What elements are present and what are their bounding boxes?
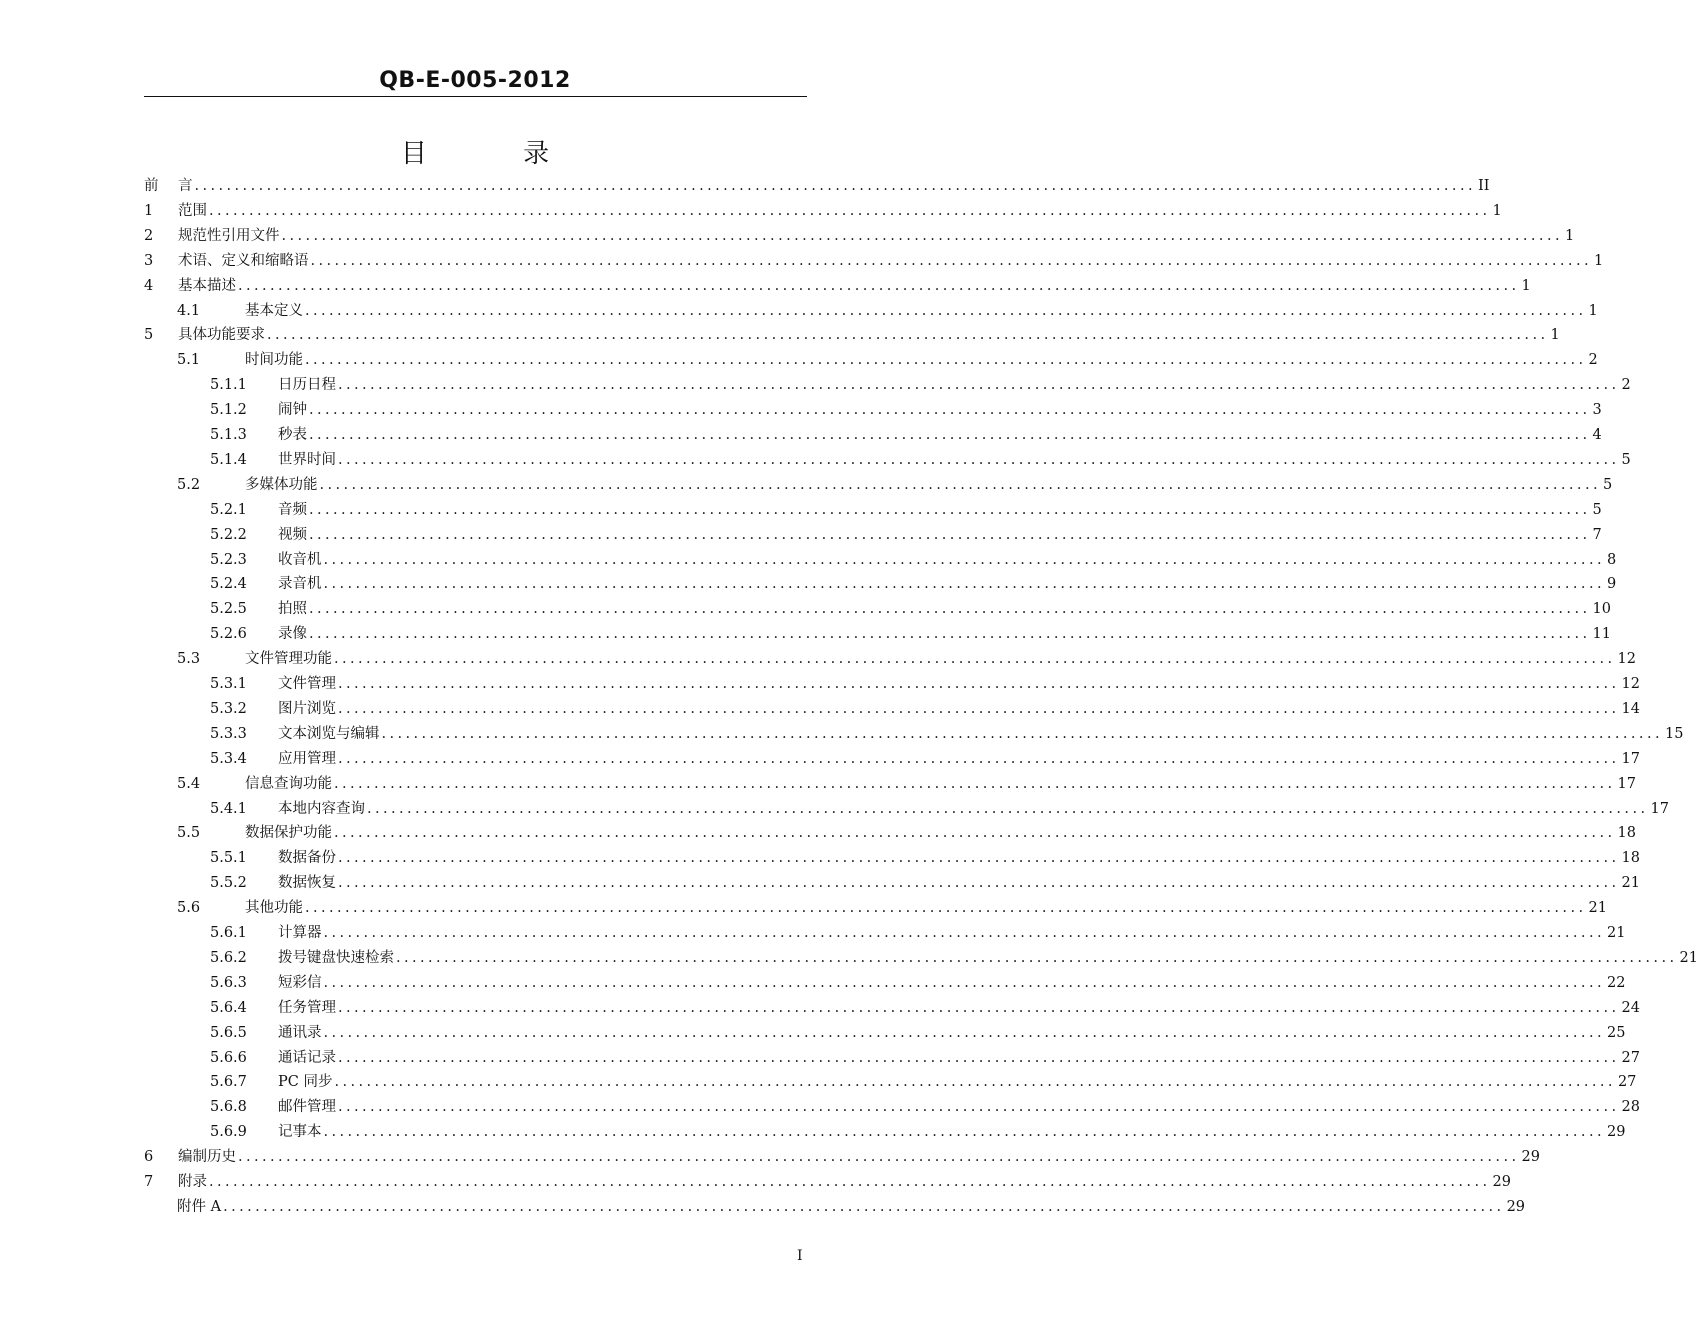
toc-entry[interactable]: [210, 921, 1626, 945]
toc-entry-number: 5.6: [177, 900, 201, 917]
toc-entry-number: 3: [144, 252, 154, 269]
toc-entry-title: 日历日程: [278, 377, 336, 394]
toc-entry-page: 8: [1606, 551, 1617, 568]
toc-dot-leader: ................................................................................................................................................................: [381, 725, 1663, 742]
toc-entry-number: 5.6.2: [210, 949, 247, 966]
toc-entry-page: 27: [1621, 1049, 1640, 1066]
toc-entry[interactable]: [144, 323, 1560, 347]
toc-entry-number: 5.3.2: [210, 700, 247, 717]
toc-entry-number: 5.4: [177, 775, 201, 792]
toc-entry-number: 5.2.1: [210, 501, 247, 518]
toc-dot-leader: ................................................................................................................................................................: [305, 352, 1587, 369]
toc-entry-title: 附件 A: [177, 1198, 222, 1215]
toc-entry-title: 范围: [178, 202, 207, 219]
toc-dot-leader: ................................................................................................................................................................: [338, 1049, 1620, 1066]
toc-entry-title: 音频: [278, 501, 307, 518]
toc-entry-page: 29: [1506, 1198, 1526, 1215]
toc-entry-number: 2: [144, 227, 154, 244]
toc-dot-leader: ................................................................................................................................................................: [310, 252, 1592, 269]
toc-entry-page: 12: [1621, 676, 1640, 692]
toc-entry[interactable]: [177, 896, 1607, 920]
toc-entry-title: 闹钟: [278, 402, 307, 419]
toc-entry-page: 17: [1650, 800, 1669, 817]
toc-entry[interactable]: [144, 1170, 1511, 1194]
page-number: I: [797, 1248, 803, 1264]
toc-entry[interactable]: [210, 423, 1602, 447]
toc-entry-title: 文件管理: [278, 676, 336, 692]
toc-entry-title: 数据备份: [278, 850, 336, 867]
toc-entry-title: 其他功能: [245, 900, 303, 917]
toc-entry[interactable]: [210, 548, 1617, 572]
toc-entry-number: 6: [144, 1149, 154, 1166]
toc-dot-leader: ................................................................................................................................................................: [323, 576, 1605, 593]
toc-entry[interactable]: [210, 971, 1626, 995]
toc-entry[interactable]: [210, 946, 1698, 970]
toc-dot-leader: ................................................................................................................................................................: [338, 676, 1620, 692]
toc-entry-page: 2: [1621, 377, 1631, 394]
toc-entry[interactable]: [210, 797, 1669, 821]
toc-dot-leader: ................................................................................................................................................................: [305, 900, 1587, 917]
toc-entry[interactable]: [177, 1195, 1526, 1219]
toc-entry-number: 5: [144, 327, 154, 344]
toc-entry-title: 应用管理: [278, 750, 336, 767]
toc-entry[interactable]: [177, 772, 1636, 796]
toc-entry[interactable]: [177, 821, 1636, 845]
toc-entry-title: 世界时间: [278, 451, 336, 468]
toc-entry-number: 5.1.2: [210, 402, 247, 419]
toc-entry-page: 4: [1592, 427, 1602, 443]
toc-entry-title: 视频: [278, 526, 307, 543]
toc-entry-title: 拨号键盘快速检索: [278, 949, 394, 966]
toc-entry-page: 1: [1550, 327, 1560, 344]
toc-entry-title: 具体功能要求: [178, 327, 265, 344]
toc-entry[interactable]: [210, 1046, 1640, 1070]
toc-entry-page: 22: [1606, 974, 1626, 991]
toc-entry-page: 9: [1606, 576, 1617, 593]
toc-entry-title: 基本定义: [245, 302, 303, 319]
toc-dot-leader: ................................................................................................................................................................: [323, 974, 1605, 991]
toc-entry-title: 文件管理功能: [245, 651, 332, 668]
toc-entry-page: 18: [1617, 825, 1636, 842]
toc-dot-leader: ................................................................................................................................................................: [396, 949, 1678, 966]
toc-entry-title: 通话记录: [278, 1049, 336, 1066]
toc-entry-page: 27: [1617, 1074, 1637, 1091]
toc-dot-leader: ................................................................................................................................................................: [323, 1024, 1605, 1041]
toc-entry-number: 5.6.1: [210, 925, 247, 941]
toc-entry-page: 18: [1621, 850, 1640, 867]
toc-entry-title: 附录: [178, 1174, 207, 1190]
toc-dot-leader: ................................................................................................................................................................: [334, 1074, 1616, 1091]
toc-entry[interactable]: [210, 448, 1631, 472]
toc-entry-title: 本地内容查询: [278, 800, 365, 817]
toc-entry-number: 5.6.7: [210, 1074, 247, 1091]
toc-entry-page: 11: [1592, 626, 1611, 643]
toc-entry-number: 5.2: [177, 476, 201, 493]
toc-entry[interactable]: [210, 1021, 1626, 1045]
toc-entry-title: 时间功能: [245, 352, 303, 369]
toc-entry[interactable]: [210, 722, 1684, 746]
toc-dot-leader: ................................................................................................................................................................: [238, 277, 1520, 294]
toc-title: 目 录: [400, 139, 594, 169]
toc-entry-page: 28: [1621, 1099, 1640, 1116]
toc-entry-number: 4.1: [177, 302, 201, 319]
toc-entry-title: 文本浏览与编辑: [278, 725, 380, 742]
toc-dot-leader: ................................................................................................................................................................: [323, 1124, 1605, 1141]
toc-entry-page: 24: [1621, 999, 1640, 1016]
toc-entry-title: 短彩信: [278, 974, 322, 991]
toc-entry-page: 5: [1592, 501, 1602, 518]
toc-entry[interactable]: [210, 523, 1602, 547]
toc-dot-leader: ................................................................................................................................................................: [334, 651, 1616, 668]
toc-entry-page: 29: [1492, 1174, 1511, 1190]
toc-entry[interactable]: [144, 1145, 1540, 1169]
toc-entry-page: 21: [1621, 875, 1640, 892]
toc-entry[interactable]: [210, 996, 1640, 1020]
toc-entry-page: 29: [1521, 1149, 1540, 1166]
toc-entry-page: 1: [1521, 277, 1531, 294]
toc-entry-title: 拍照: [278, 601, 307, 618]
toc-entry-title: 术语、定义和缩略语: [178, 252, 309, 269]
toc-dot-leader: ................................................................................................................................................................: [338, 451, 1620, 468]
toc-dot-leader: ................................................................................................................................................................: [338, 999, 1620, 1016]
toc-dot-leader: ................................................................................................................................................................: [334, 775, 1616, 792]
toc-entry-number: 5.2.5: [210, 601, 247, 618]
toc-entry-number: 7: [144, 1174, 154, 1190]
toc-entry-page: 21: [1588, 900, 1607, 917]
toc-entry[interactable]: [210, 622, 1611, 646]
toc-entry-title: 信息查询功能: [245, 775, 332, 792]
toc-dot-leader: ................................................................................................................................................................: [338, 750, 1620, 767]
toc-dot-leader: ................................................................................................................................................................: [338, 377, 1620, 394]
toc-entry[interactable]: [177, 647, 1636, 671]
toc-dot-leader: ................................................................................................................................................................: [338, 875, 1620, 892]
toc-entry[interactable]: [210, 572, 1617, 596]
toc-entry[interactable]: [177, 348, 1598, 372]
toc-entry[interactable]: [210, 1095, 1640, 1119]
toc-entry[interactable]: [210, 871, 1640, 895]
toc-entry[interactable]: [144, 249, 1604, 273]
toc-dot-leader: ................................................................................................................................................................: [309, 526, 1591, 543]
toc-entry-number: 5.2.6: [210, 626, 247, 643]
toc-entry-title: 多媒体功能: [245, 476, 318, 493]
toc-dot-leader: ................................................................................................................................................................: [309, 601, 1591, 618]
toc-entry[interactable]: [210, 398, 1602, 422]
toc-entry-title: 录音机: [278, 576, 322, 593]
toc-entry-title: 图片浏览: [278, 700, 336, 717]
toc-entry-number: 5.5.1: [210, 850, 247, 867]
toc-entry-page: 21: [1606, 925, 1626, 941]
toc-entry-number: 5.1.3: [210, 427, 247, 443]
toc-dot-leader: ................................................................................................................................................................: [309, 626, 1591, 643]
toc-entry-number: 5.3: [177, 651, 201, 668]
toc-entry-page: 2: [1588, 352, 1598, 369]
toc-entry[interactable]: [210, 697, 1640, 721]
toc-entry-page: 1: [1588, 302, 1598, 319]
toc-entry-number: 5.5: [177, 825, 201, 842]
toc-entry-page: 12: [1617, 651, 1636, 668]
toc-entry-number: 5.6.4: [210, 999, 247, 1016]
toc-entry[interactable]: [210, 1120, 1626, 1144]
toc-dot-leader: ................................................................................................................................................................: [338, 1099, 1620, 1116]
toc-entry[interactable]: [144, 199, 1502, 223]
toc-entry-title: 通讯录: [278, 1024, 322, 1041]
toc-dot-leader: ................................................................................................................................................................: [309, 402, 1591, 419]
toc-entry[interactable]: [210, 672, 1640, 696]
toc-entry[interactable]: [177, 473, 1613, 497]
toc-entry-page: 5: [1602, 476, 1613, 493]
toc-dot-leader: ................................................................................................................................................................: [267, 327, 1549, 344]
toc-entry-number: 5.1: [177, 352, 201, 369]
toc-entry-number: 5.5.2: [210, 875, 247, 892]
toc-entry-page: 29: [1606, 1124, 1626, 1141]
toc-entry-page: II: [1477, 178, 1490, 194]
toc-entry-title: 收音机: [278, 551, 322, 568]
toc-entry-page: 15: [1664, 725, 1684, 742]
toc-entry-title: 记事本: [278, 1124, 322, 1141]
toc-dot-leader: ................................................................................................................................................................: [319, 476, 1601, 493]
toc-entry-title: 编制历史: [178, 1149, 236, 1166]
toc-entry[interactable]: [177, 299, 1598, 323]
toc-entry-number: 5.3.1: [210, 676, 247, 692]
toc-dot-leader: ................................................................................................................................................................: [223, 1198, 1505, 1215]
toc-entry-title: PC 同步: [278, 1074, 333, 1091]
toc-entry-title: 数据恢复: [278, 875, 336, 892]
toc-entry-page: 1: [1492, 202, 1502, 219]
toc-entry[interactable]: [210, 846, 1640, 870]
toc-dot-leader: ................................................................................................................................................................: [209, 1174, 1491, 1190]
toc-dot-leader: ................................................................................................................................................................: [323, 551, 1605, 568]
toc-entry-number: 5.4.1: [210, 800, 247, 817]
toc-entry-number: 5.6.6: [210, 1049, 247, 1066]
document-code: QB-E-005-2012: [379, 68, 571, 93]
toc-entry[interactable]: [210, 373, 1631, 397]
toc-entry-page: 7: [1592, 526, 1602, 543]
toc-entry-page: 3: [1592, 402, 1602, 419]
toc-entry[interactable]: [144, 224, 1575, 248]
toc-entry[interactable]: [144, 174, 1490, 198]
toc-entry-number: 5.2.2: [210, 526, 247, 543]
toc-entry[interactable]: [210, 498, 1602, 522]
toc-entry-title: 规范性引用文件: [178, 227, 280, 244]
toc-dot-leader: ................................................................................................................................................................: [194, 178, 1476, 194]
toc-dot-leader: ................................................................................................................................................................: [209, 202, 1491, 219]
toc-entry-title: 计算器: [278, 925, 322, 941]
toc-entry-page: 21: [1679, 949, 1698, 966]
toc-entry-number: 5.3.4: [210, 750, 247, 767]
toc-entry-number: 5.2.3: [210, 551, 247, 568]
toc-dot-leader: ................................................................................................................................................................: [338, 850, 1620, 867]
toc-entry-title: 秒表: [278, 427, 307, 443]
toc-dot-leader: ................................................................................................................................................................: [334, 825, 1616, 842]
toc-entry-number: 5.6.9: [210, 1124, 247, 1141]
toc-entry-number: 5.1.1: [210, 377, 247, 394]
toc-dot-leader: ................................................................................................................................................................: [309, 427, 1591, 443]
toc-entry[interactable]: [144, 274, 1531, 298]
toc-dot-leader: ................................................................................................................................................................: [309, 501, 1591, 518]
toc-entry-number: 5.2.4: [210, 576, 247, 593]
toc-dot-leader: ................................................................................................................................................................: [338, 700, 1620, 717]
toc-entry-number: 5.6.8: [210, 1099, 247, 1116]
toc-entry-number: 5.6.3: [210, 974, 247, 991]
toc-entry-page: 10: [1592, 601, 1611, 618]
toc-dot-leader: ................................................................................................................................................................: [323, 925, 1605, 941]
toc-entry-title: 基本描述: [178, 277, 236, 294]
toc-entry-page: 17: [1617, 775, 1636, 792]
toc-entry-page: 25: [1606, 1024, 1626, 1041]
toc-entry[interactable]: [210, 747, 1640, 771]
toc-entry[interactable]: [210, 1070, 1637, 1094]
toc-dot-leader: ................................................................................................................................................................: [238, 1149, 1520, 1166]
toc-entry-page: 14: [1621, 700, 1640, 717]
toc-entry-number: 1: [144, 202, 154, 219]
toc-entry-page: 1: [1564, 227, 1575, 244]
toc-entry-title: 言: [178, 178, 193, 194]
toc-entry-title: 数据保护功能: [245, 825, 332, 842]
toc-entry-title: 任务管理: [278, 999, 336, 1016]
toc-entry-number: 4: [144, 277, 154, 294]
toc-entry-page: 5: [1621, 451, 1631, 468]
toc-entry-number: 5.6.5: [210, 1024, 247, 1041]
header-divider: [144, 96, 807, 97]
toc-entry-number: 5.1.4: [210, 451, 247, 468]
toc-entry-number: 5.3.3: [210, 725, 247, 742]
toc-entry-page: 17: [1621, 750, 1640, 767]
toc-entry[interactable]: [210, 597, 1611, 621]
toc-entry-title: 录像: [278, 626, 307, 643]
toc-dot-leader: ................................................................................................................................................................: [281, 227, 1563, 244]
toc-entry-title: 邮件管理: [278, 1099, 336, 1116]
toc-dot-leader: ................................................................................................................................................................: [305, 302, 1587, 319]
toc-entry-page: 1: [1593, 252, 1604, 269]
toc-entry-number: 前: [144, 178, 159, 194]
toc-dot-leader: ................................................................................................................................................................: [367, 800, 1649, 817]
